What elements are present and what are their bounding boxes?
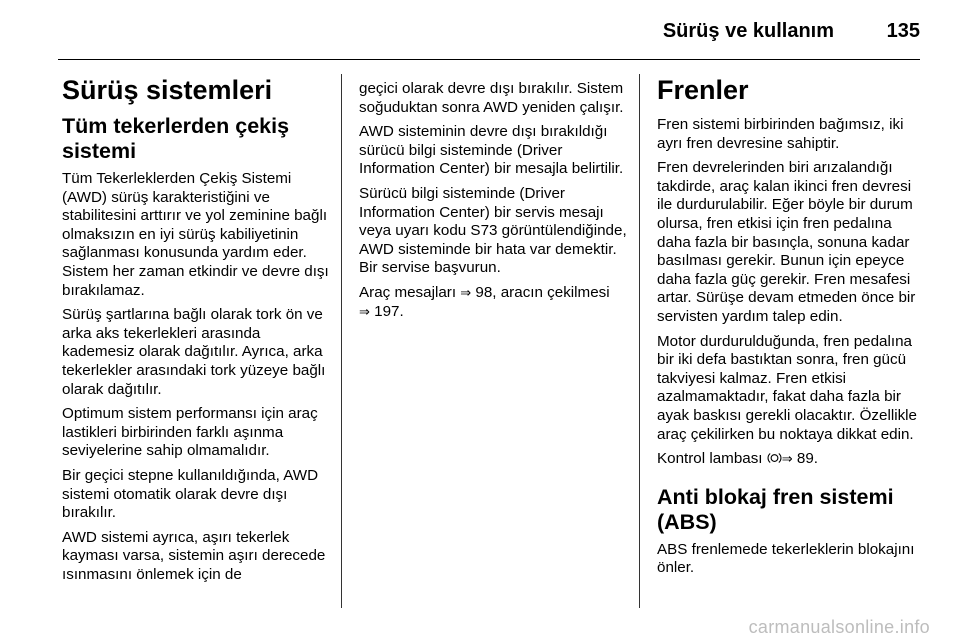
paragraph: Sürüş şartlarına bağlı olarak tork ön ve arka aks tekerlekleri arasında kademesiz olarak dağıtılır. Ayrıca, arka tekerlekler arasındaki tork yüzeye bağlı olarak dağıtılır. (62, 306, 326, 398)
ref-text: Araç mesajları (359, 283, 461, 301)
watermark: carmanualsonline.info (748, 617, 930, 637)
brake-warning-lamp-icon (767, 451, 782, 465)
ref-page-link[interactable]: 98, aracın çekilmesi (471, 283, 610, 301)
subsection-title-abs: Anti blokaj fren sistemi (ABS) (657, 484, 894, 534)
paragraph: AWD sisteminin devre dışı bırakıldığı sürücü bilgi sisteminde (Driver Information Center) bir mesajla belirtilir. (359, 123, 624, 178)
column-divider-2 (639, 74, 640, 608)
paragraph: ABS frenlemede tekerleklerin blokajını önler. (657, 540, 915, 577)
section-title-brakes: Frenler (657, 75, 749, 105)
reference-arrow-icon: ⇒ (460, 284, 472, 300)
column-3 (657, 74, 927, 584)
running-head: Sürüş ve kullanım (662, 20, 834, 42)
lamp-text: Kontrol lambası (657, 450, 767, 468)
paragraph: geçici olarak devre dışı bırakılır. Sistem soğuduktan sonra AWD yeniden çalışır. (359, 80, 624, 116)
paragraph: Fren devrelerinden biri arızalandığı takdirde, araç kalan ikinci fren devresi ile durdurulabilir. Eğer böyle bir durum olursa, fren etkisi için fren pedalına daha fazla bir basınçla, sonuna kadar basılması gerekir. Bunun için epeyce daha fazla güç gerekir. Fren mesafesi artar. Sürüşe devam etmeden önce bir servisten yardım talep edin. (657, 159, 916, 325)
column-divider-1 (341, 74, 342, 608)
paragraph: Optimum sistem performansı için araç lastikleri birbirinden farklı aşınma seviyelerine sahip olmamalıdır. (62, 405, 318, 460)
ref-page-link[interactable]: 89. (792, 450, 818, 468)
page-header (58, 16, 920, 46)
paragraph: Tüm Tekerleklerden Çekiş Sistemi (AWD) sürüş karakteristiğini ve stabilitesini arttırır ve yol zeminine bağlı olmaksızın en iyi sürüş kabiliyetinin sağlanması konusunda yardım eder. Sistem her zaman etkindir ve devre dışı bırakılamaz. (62, 170, 329, 299)
cross-reference-paragraph (359, 284, 629, 321)
paragraph: Sürücü bilgi sisteminde (Driver Information Center) bir servis mesajı veya uyarı kodu S73 görüntülendiğinde, AWD sisteminde bir hata var demektir. Bir servise başvurun. (359, 184, 627, 277)
page-number: 135 (886, 20, 920, 42)
section-title-driving-systems: Sürüş sistemleri (62, 75, 273, 105)
lamp-reference-paragraph (657, 450, 927, 469)
reference-arrow-icon: ⇒ (781, 451, 793, 467)
paragraph: AWD sistemi ayrıca, aşırı tekerlek kayması varsa, sistemin aşırı derecede ısınmasını önlemek için de (62, 528, 326, 583)
column-1 (62, 74, 330, 590)
reference-arrow-icon: ⇒ (359, 303, 370, 319)
paragraph: Bir geçici stepne kullanıldığında, AWD sistemi otomatik olarak devre dışı bırakılır. (62, 466, 319, 522)
paragraph: Motor durdurulduğunda, fren pedalına bir iki defa bastıktan sonra, fren gücü takviyesi kalmaz. Fren etkisi azalmamaktadır, fakat daha fazla bir ayak baskısı gerekli olacaktır. Özellikle araç çekilirken bu noktaya dikkat edin. (657, 332, 917, 443)
paragraph: Fren sistemi birbirinden bağımsız, iki ayrı fren devresine sahiptir. (657, 116, 904, 152)
subsection-title-awd: Tüm tekerlerden çekiş sistemi (62, 114, 290, 163)
header-divider (58, 59, 920, 60)
column-2 (359, 80, 629, 327)
ref-page-link[interactable]: 197. (369, 302, 404, 320)
